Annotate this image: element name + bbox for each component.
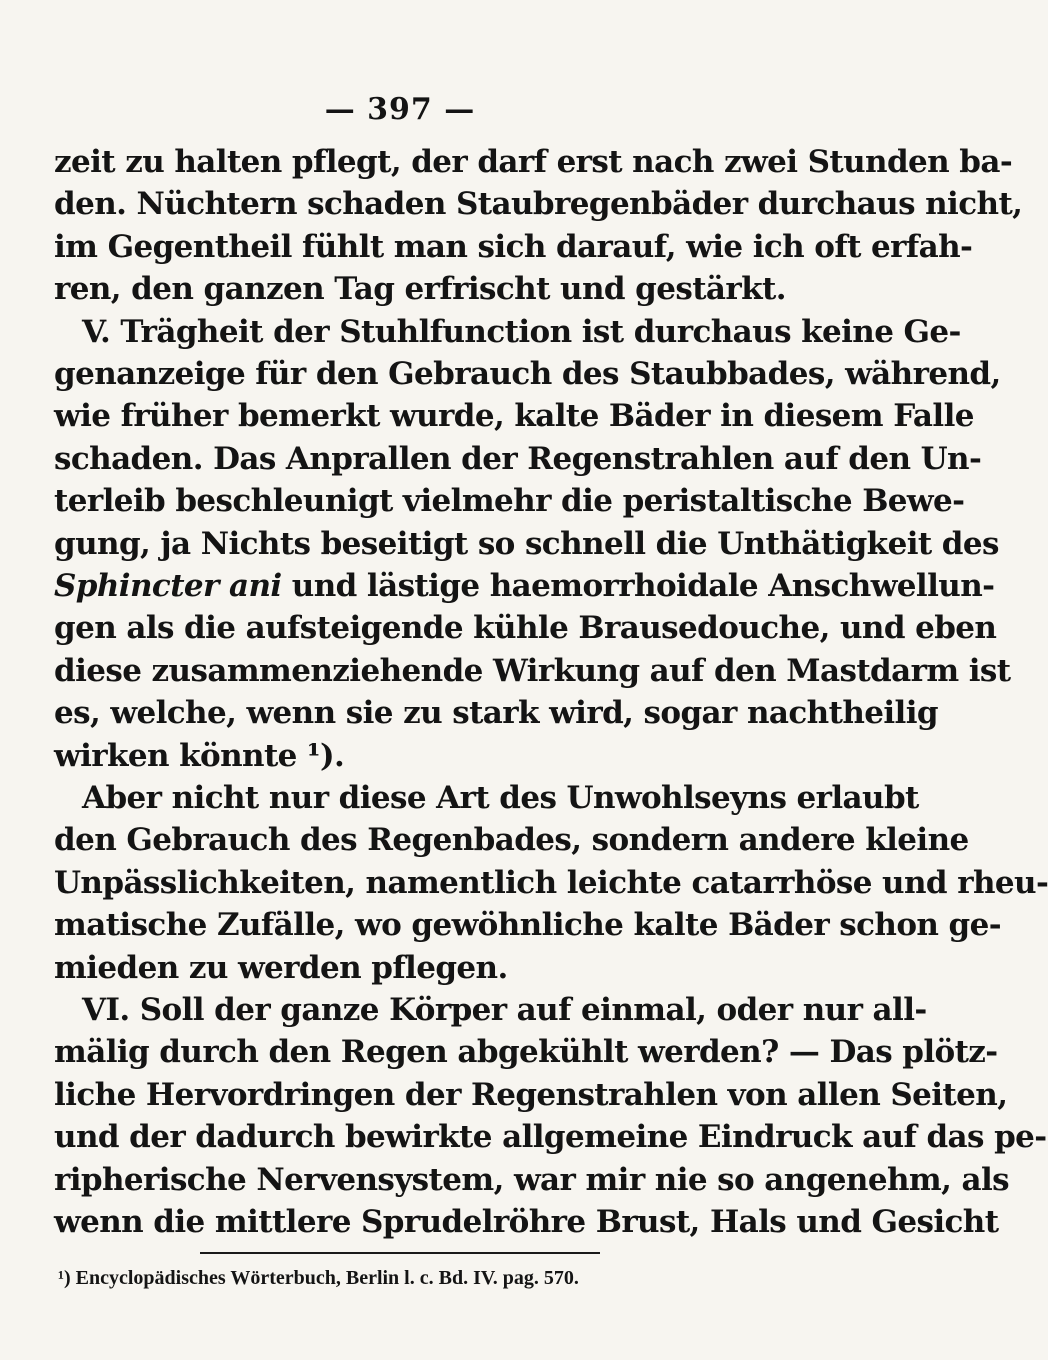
text-line-24: und der dadurch bewirkte allgemeine Eindruck auf das pe- <box>54 1119 1047 1156</box>
italic-phrase: Sphincter ani <box>54 568 282 604</box>
text-line-20: mieden zu werden pflegen. <box>54 949 508 986</box>
text-line-21: VI. Soll der ganze Körper auf einmal, oder nur all- <box>82 992 927 1028</box>
text-line-23: liche Hervordringen der Regenstrahlen von allen Seiten, <box>54 1076 1008 1113</box>
text-line-6: genanzeige für den Gebrauch des Staubbades, während, <box>54 356 1001 392</box>
text-line-18: Unpässlichkeiten, namentlich leichte catarrhöse und rheu- <box>54 864 1048 901</box>
text-line-1: zeit zu halten pflegt, der darf erst nach zwei Stunden ba- <box>54 144 1013 180</box>
text-line-10: gung, ja Nichts beseitigt so schnell die Unthätigkeit des <box>54 525 999 562</box>
text-line-25: ripherische Nervensystem, war mir nie so angenehm, als <box>54 1161 1010 1198</box>
text-line-2: den. Nüchtern schaden Staubregenbäder durchaus nicht, <box>54 186 1023 223</box>
text-line-17: den Gebrauch des Regenbades, sondern andere kleine <box>54 822 969 859</box>
text-line-16: Aber nicht nur diese Art des Unwohlseyns erlaubt <box>82 780 919 816</box>
text-line-14: es, welche, wenn sie zu stark wird, sogar nachtheilig <box>54 695 938 732</box>
text-line-9: terleib beschleunigt vielmehr die peristaltische Bewe- <box>54 483 965 520</box>
footnote: ¹) Encyclopädisches Wörterbuch, Berlin l. c. Bd. IV. pag. 570. <box>58 1267 579 1289</box>
text-line-7: wie früher bemerkt wurde, kalte Bäder in diesem Falle <box>54 398 974 435</box>
page-number: — 397 — <box>324 92 476 127</box>
text-line-3: im Gegentheil fühlt man sich darauf, wie ich oft erfah- <box>54 228 973 265</box>
text-line-5: V. Trägheit der Stuhlfunction ist durchaus keine Ge- <box>82 313 961 350</box>
text-line-22: mälig durch den Regen abgekühlt werden? — Das plötz- <box>54 1034 998 1071</box>
text-line-15: wirken könnte ¹). <box>54 737 345 774</box>
text-line-26: wenn die mittlere Sprudelröhre Brust, Hals und Gesicht <box>54 1204 999 1240</box>
text-line-12: gen als die aufsteigende kühle Brausedouche, und eben <box>54 610 997 647</box>
text-line-11-rest: und lästige haemorrhoidale Anschwellun- <box>291 568 995 604</box>
text-line-4: ren, den ganzen Tag erfrischt und gestärkt. <box>54 271 786 308</box>
footnote-rule <box>200 1252 600 1254</box>
text-line-19: matische Zufälle, wo gewöhnliche kalte Bäder schon ge- <box>54 907 1002 944</box>
text-line-8: schaden. Das Anprallen der Regenstrahlen auf den Un- <box>54 440 982 477</box>
text-line-11 <box>54 566 995 606</box>
text-line-13: diese zusammenziehende Wirkung auf den Mastdarm ist <box>54 652 1011 689</box>
